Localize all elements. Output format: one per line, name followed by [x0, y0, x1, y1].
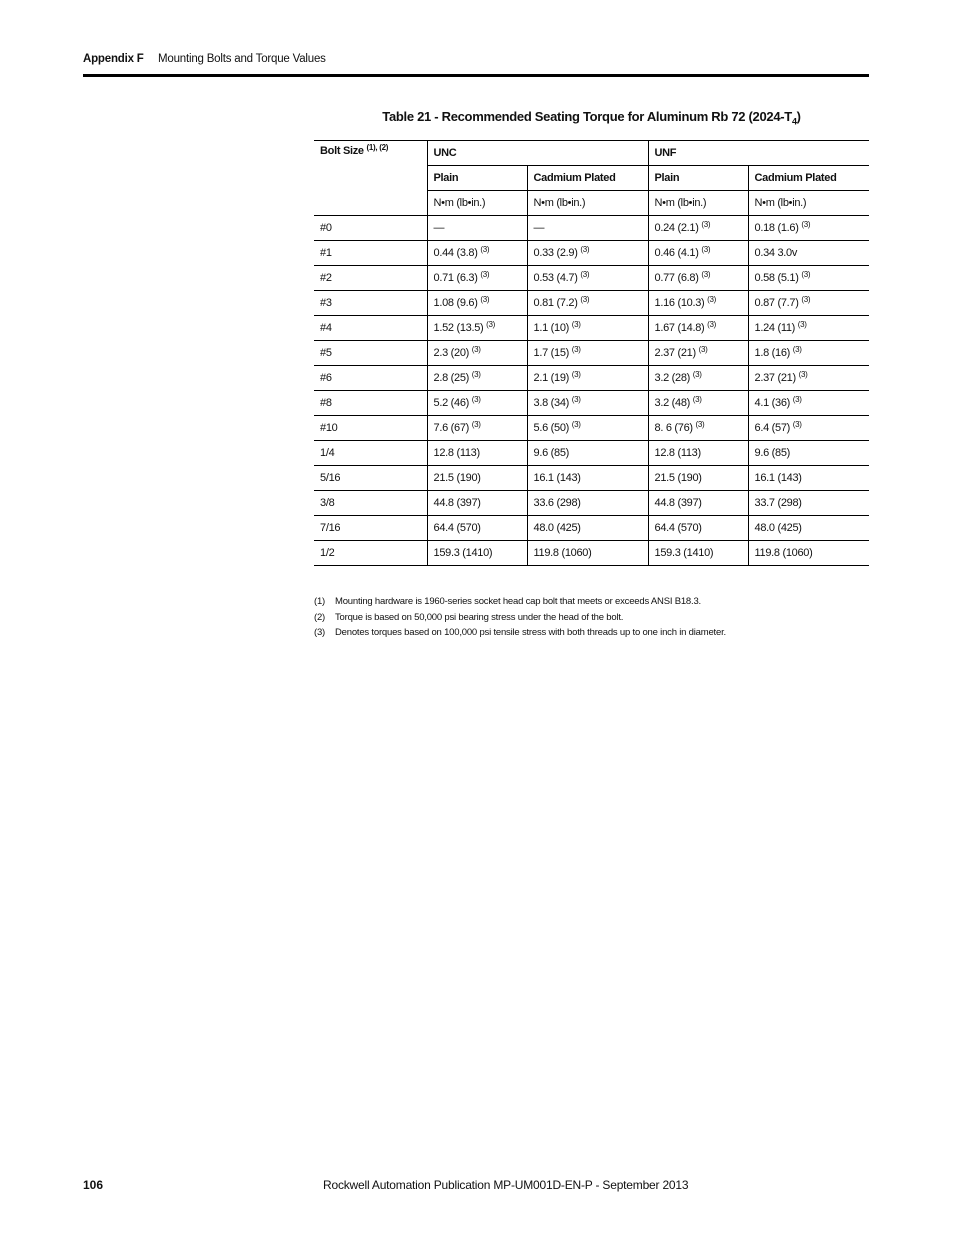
torque-cell-unc-plain: [427, 241, 527, 266]
torque-value: 1.1 (10): [533, 322, 570, 334]
torque-cell-unf-cadmium: [748, 491, 869, 516]
footnote-ref: (3): [480, 270, 490, 279]
torque-value: 6.4 (57): [754, 422, 791, 434]
torque-cell-unf-plain: [648, 466, 748, 491]
footnote-ref: (3): [701, 245, 711, 254]
torque-value: 119.8 (1060): [754, 547, 813, 559]
footnote-ref: (3): [571, 395, 581, 404]
torque-cell-unf-plain: [648, 216, 748, 241]
torque-value: 2.37 (21): [654, 347, 696, 359]
footnote-ref: (3): [798, 370, 808, 379]
footnote-ref: (3): [801, 270, 811, 279]
table-row: [314, 491, 869, 516]
footnote-number: (1): [314, 596, 326, 607]
footnote-ref: (3): [471, 395, 481, 404]
footnote-text: Denotes torques based on 100,000 psi tensile stress with both threads up to one inch in diameter.: [335, 627, 726, 638]
footnote-ref: (3): [701, 220, 711, 229]
footnote-ref: (3): [571, 420, 581, 429]
torque-value: 0.58 (5.1): [754, 272, 799, 284]
table-row: [314, 291, 869, 316]
torque-cell-unc-cadmium: [527, 466, 648, 491]
torque-cell-unf-plain: [648, 516, 748, 541]
header-rule: [83, 74, 869, 77]
torque-cell-unf-cadmium: [748, 441, 869, 466]
table-title-end: ): [796, 109, 801, 124]
footnote-ref: (3): [480, 295, 490, 304]
torque-cell-unc-cadmium: [527, 416, 648, 441]
footnote-ref: (3): [792, 420, 802, 429]
header-bolt-size: [314, 141, 427, 216]
torque-value: 119.8 (1060): [533, 547, 592, 559]
footnote-text: Torque is based on 50,000 psi bearing stress under the head of the bolt.: [335, 611, 624, 623]
torque-cell-unc-plain: [427, 466, 527, 491]
torque-cell-unc-plain: [427, 416, 527, 441]
bolt-size-refs: (1), (2): [366, 143, 389, 152]
torque-value: 0.87 (7.7): [754, 297, 799, 309]
torque-cell-unf-plain: [648, 341, 748, 366]
torque-cell-unf-plain: [648, 266, 748, 291]
torque-cell-unc-plain: [427, 266, 527, 291]
torque-value: 159.3 (1410): [433, 547, 493, 559]
torque-cell-unc-cadmium: [527, 491, 648, 516]
torque-value: 64.4 (570): [654, 522, 702, 534]
footnote-number: (2): [314, 611, 326, 623]
footnote-ref: (3): [698, 345, 708, 354]
torque-cell-unc-cadmium: [527, 241, 648, 266]
torque-value: 9.6 (85): [533, 447, 570, 459]
footnote-ref: (3): [801, 220, 811, 229]
table-row: [314, 391, 869, 416]
unit-unc-plain: N•m (lb•in.): [427, 191, 527, 216]
footnote-text: Mounting hardware is 1960-series socket head cap bolt that meets or exceeds ANSI B18.3.: [335, 596, 701, 607]
torque-value: 1.08 (9.6): [433, 297, 478, 309]
torque-value: 0.53 (4.7): [533, 272, 578, 284]
torque-value: 5.2 (46): [433, 397, 470, 409]
table-row: [314, 316, 869, 341]
torque-cell-unf-cadmium: [748, 216, 869, 241]
torque-cell-unf-cadmium: [748, 466, 869, 491]
unit-unf-cadmium: N•m (lb•in.): [748, 191, 869, 216]
bolt-size-cell: #8: [314, 391, 427, 416]
footnote-ref: (3): [471, 370, 481, 379]
torque-value: —: [433, 222, 445, 234]
torque-cell-unf-plain: [648, 391, 748, 416]
torque-cell-unf-plain: [648, 366, 748, 391]
footnote-ref: (3): [707, 295, 717, 304]
torque-cell-unc-cadmium: [527, 366, 648, 391]
torque-value: 0.24 (2.1): [654, 222, 699, 234]
footnote-ref: (3): [692, 370, 702, 379]
torque-cell-unc-cadmium: [527, 316, 648, 341]
torque-cell-unf-cadmium: [748, 316, 869, 341]
bolt-size-cell: 7/16: [314, 516, 427, 541]
footnote-ref: (3): [471, 420, 481, 429]
torque-value: 1.52 (13.5): [433, 322, 484, 334]
table-row: [314, 266, 869, 291]
torque-cell-unc-cadmium: [527, 391, 648, 416]
unit-unf-plain: N•m (lb•in.): [648, 191, 748, 216]
footnote-ref: (3): [471, 345, 481, 354]
torque-cell-unc-plain: [427, 541, 527, 566]
torque-cell-unc-cadmium: [527, 516, 648, 541]
header-unf: UNF: [648, 141, 869, 166]
bolt-size-cell: #0: [314, 216, 427, 241]
torque-cell-unc-plain: [427, 216, 527, 241]
torque-value: 5.6 (50): [533, 422, 570, 434]
torque-value: 3.2 (28): [654, 372, 691, 384]
torque-value: 64.4 (570): [433, 522, 481, 534]
torque-value: 21.5 (190): [433, 472, 481, 484]
torque-cell-unc-cadmium: [527, 216, 648, 241]
torque-cell-unf-plain: [648, 441, 748, 466]
bolt-size-cell: #6: [314, 366, 427, 391]
torque-cell-unc-cadmium: [527, 441, 648, 466]
torque-value: 0.33 (2.9): [533, 247, 578, 259]
torque-value: 1.16 (10.3): [654, 297, 705, 309]
torque-cell-unc-plain: [427, 491, 527, 516]
table-row: [314, 216, 869, 241]
torque-value: 44.8 (397): [433, 497, 481, 509]
table-title: [314, 109, 869, 127]
torque-cell-unc-plain: [427, 391, 527, 416]
table-row: [314, 441, 869, 466]
bolt-size-cell: #4: [314, 316, 427, 341]
torque-cell-unf-cadmium: [748, 291, 869, 316]
bolt-size-cell: #10: [314, 416, 427, 441]
torque-value: 1.24 (11): [754, 322, 796, 334]
bolt-size-cell: 5/16: [314, 466, 427, 491]
footnote-ref: (3): [571, 370, 581, 379]
torque-cell-unc-plain: [427, 366, 527, 391]
footnote-ref: (3): [792, 345, 802, 354]
torque-cell-unf-plain: [648, 491, 748, 516]
torque-value: —: [533, 222, 545, 234]
torque-value: 2.8 (25): [433, 372, 470, 384]
torque-value: 33.7 (298): [754, 497, 802, 509]
torque-cell-unf-cadmium: [748, 391, 869, 416]
torque-value: 0.44 (3.8): [433, 247, 478, 259]
torque-value: 48.0 (425): [754, 522, 802, 534]
footnote-ref: (3): [797, 320, 807, 329]
torque-cell-unc-plain: [427, 516, 527, 541]
torque-table-body: [314, 141, 869, 566]
section-title: Mounting Bolts and Torque Values: [158, 53, 326, 65]
torque-value: 2.3 (20): [433, 347, 470, 359]
bolt-size-cell: 3/8: [314, 491, 427, 516]
header-unc-plain: Plain: [427, 166, 527, 191]
torque-value: 4.1 (36): [754, 397, 791, 409]
table-row: [314, 341, 869, 366]
torque-cell-unf-cadmium: [748, 541, 869, 566]
footnote-ref: (3): [580, 270, 590, 279]
torque-value: 21.5 (190): [654, 472, 702, 484]
page-number: 106: [83, 1178, 104, 1192]
torque-cell-unc-plain: [427, 291, 527, 316]
footnote-ref: (3): [486, 320, 496, 329]
footnote-ref: (3): [801, 295, 811, 304]
table-title-subscript: 4: [791, 116, 797, 127]
header-unc-cadmium: Cadmium Plated: [527, 166, 648, 191]
torque-cell-unc-cadmium: [527, 541, 648, 566]
torque-value: 0.46 (4.1): [654, 247, 699, 259]
footnote-ref: (3): [792, 395, 802, 404]
table-row: [314, 541, 869, 566]
footnote-ref: (3): [480, 245, 490, 254]
torque-cell-unf-cadmium: [748, 366, 869, 391]
torque-value: 2.1 (19): [533, 372, 570, 384]
torque-cell-unc-plain: [427, 441, 527, 466]
footnote-ref: (3): [692, 395, 702, 404]
torque-value: 1.8 (16): [754, 347, 791, 359]
unit-unc-cadmium: N•m (lb•in.): [527, 191, 648, 216]
torque-value: 0.77 (6.8): [654, 272, 699, 284]
table-row: [314, 241, 869, 266]
appendix-label: Appendix F: [83, 53, 144, 65]
torque-cell-unc-plain: [427, 341, 527, 366]
torque-value: 0.34 3.0v: [754, 247, 798, 259]
torque-value: 16.1 (143): [754, 472, 802, 484]
torque-cell-unc-plain: [427, 316, 527, 341]
footnote-ref: (3): [571, 320, 581, 329]
publication-info: Rockwell Automation Publication MP-UM001D-EN-P - September 2013: [323, 1178, 689, 1192]
torque-value: 3.8 (34): [533, 397, 570, 409]
bolt-size-cell: #2: [314, 266, 427, 291]
torque-value: 33.6 (298): [533, 497, 581, 509]
running-header: [83, 53, 326, 65]
footnote-ref: (3): [580, 245, 590, 254]
torque-cell-unf-plain: [648, 541, 748, 566]
torque-cell-unf-plain: [648, 291, 748, 316]
torque-value: 0.18 (1.6): [754, 222, 799, 234]
bolt-size-cell: 1/4: [314, 441, 427, 466]
torque-value: 1.67 (14.8): [654, 322, 705, 334]
footnote-ref: (3): [571, 345, 581, 354]
torque-cell-unf-cadmium: [748, 516, 869, 541]
torque-value: 0.71 (6.3): [433, 272, 478, 284]
header-unf-cadmium: Cadmium Plated: [748, 166, 869, 191]
footnote-ref: (3): [580, 295, 590, 304]
footnote-ref: (3): [707, 320, 717, 329]
torque-cell-unf-plain: [648, 241, 748, 266]
table-title-main: Table 21 - Recommended Seating Torque for Aluminum Rb 72 (2024-T: [382, 109, 792, 124]
torque-value: 9.6 (85): [754, 447, 791, 459]
torque-value: 8. 6 (76): [654, 422, 693, 434]
table-row: [314, 516, 869, 541]
torque-cell-unf-plain: [648, 416, 748, 441]
torque-value: 159.3 (1410): [654, 547, 714, 559]
torque-value: 0.81 (7.2): [533, 297, 578, 309]
bolt-size-cell: 1/2: [314, 541, 427, 566]
footnote-ref: (3): [695, 420, 705, 429]
torque-value: 7.6 (67): [433, 422, 470, 434]
footnote-number: (3): [314, 627, 326, 638]
torque-cell-unc-cadmium: [527, 341, 648, 366]
torque-cell-unf-cadmium: [748, 266, 869, 291]
header-unf-plain: Plain: [648, 166, 748, 191]
torque-value: 3.2 (48): [654, 397, 691, 409]
torque-value: 48.0 (425): [533, 522, 581, 534]
table-row: [314, 366, 869, 391]
torque-value: 16.1 (143): [533, 472, 581, 484]
header-row-groups: [314, 141, 869, 166]
torque-cell-unf-cadmium: [748, 341, 869, 366]
torque-table: [314, 140, 869, 566]
torque-value: 12.8 (113): [654, 447, 701, 459]
torque-cell-unf-cadmium: [748, 241, 869, 266]
torque-cell-unf-cadmium: [748, 416, 869, 441]
bolt-size-cell: #5: [314, 341, 427, 366]
table-row: [314, 466, 869, 491]
bolt-size-label: Bolt Size: [320, 145, 364, 157]
torque-cell-unc-cadmium: [527, 291, 648, 316]
table-row: [314, 416, 869, 441]
footnote-ref: (3): [701, 270, 711, 279]
torque-value: 1.7 (15): [533, 347, 570, 359]
header-unc: UNC: [427, 141, 648, 166]
torque-value: 12.8 (113): [433, 447, 480, 459]
torque-cell-unc-cadmium: [527, 266, 648, 291]
bolt-size-cell: #3: [314, 291, 427, 316]
bolt-size-cell: #1: [314, 241, 427, 266]
torque-value: 2.37 (21): [754, 372, 796, 384]
torque-value: 44.8 (397): [654, 497, 702, 509]
torque-cell-unf-plain: [648, 316, 748, 341]
